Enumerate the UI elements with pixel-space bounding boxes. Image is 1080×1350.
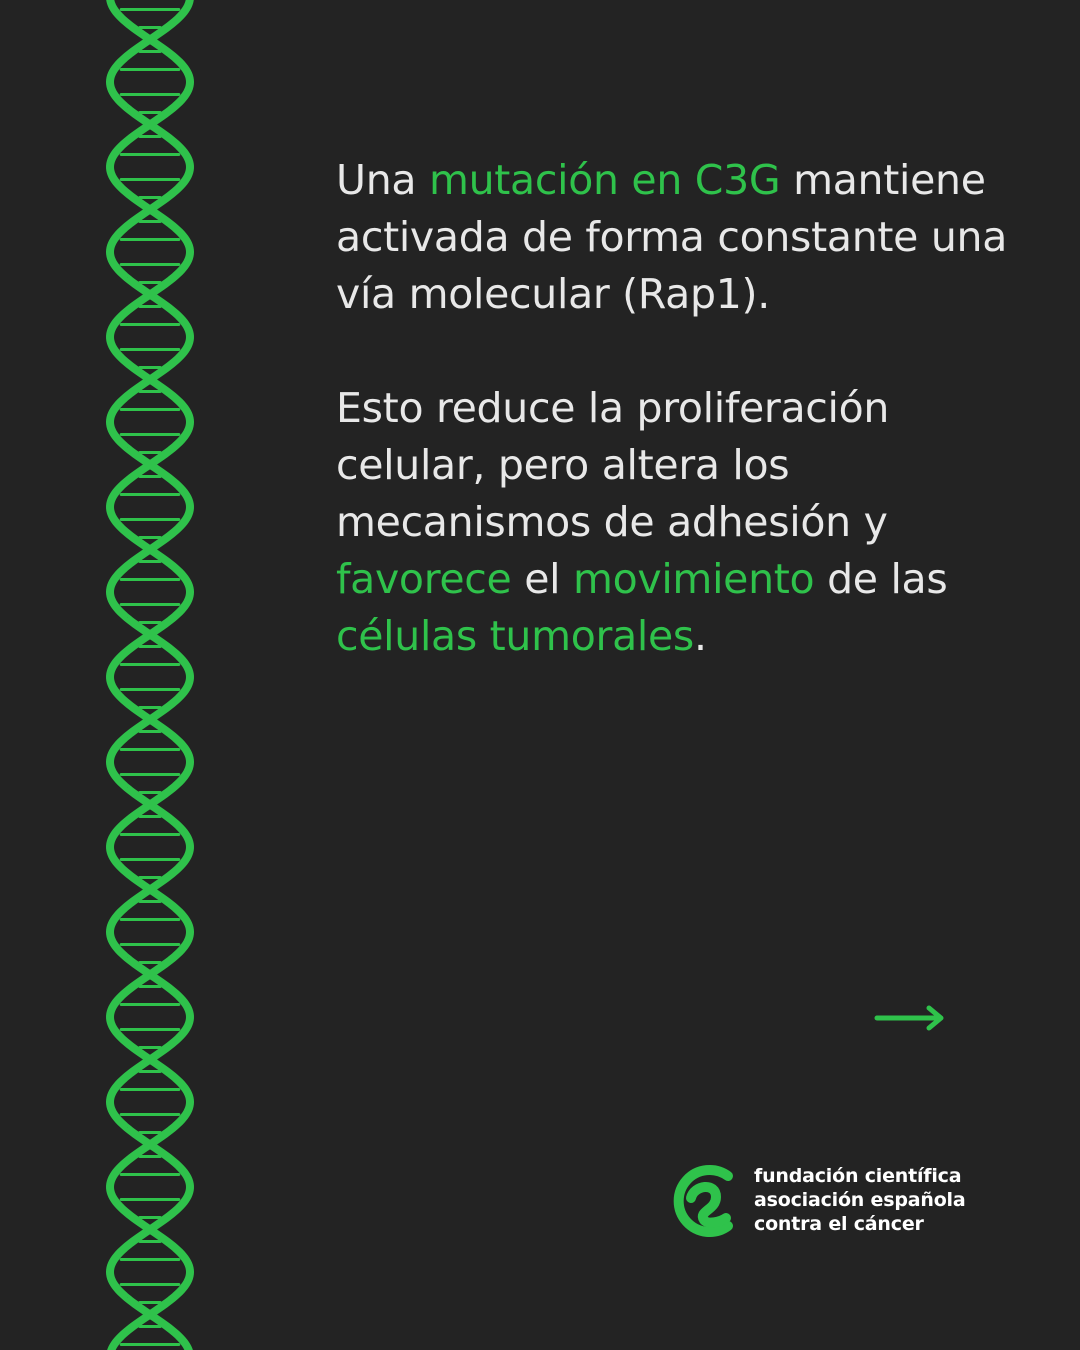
brand-logo [664, 1158, 1064, 1244]
brand-line-2: asociación española [754, 1189, 966, 1211]
highlight-movimiento: movimiento [572, 555, 815, 603]
brand-line-1: fundación científica [754, 1165, 962, 1187]
highlight-favorece: favorece [336, 555, 512, 603]
text-segment: . [694, 612, 707, 660]
highlight-celulas-tumorales: células tumorales [336, 612, 694, 660]
paragraph-mutation [336, 152, 1016, 323]
aecc-logo-icon [664, 1158, 744, 1244]
text-segment: mantiene activada de forma constante una vía molecular (Rap1). [336, 156, 1008, 318]
brand-line-3: contra el cáncer [754, 1213, 924, 1235]
highlight-mutation: mutación en C3G [428, 156, 781, 204]
main-text [336, 152, 1016, 665]
text-segment: Una [336, 156, 429, 204]
dna-helix-icon [100, 0, 200, 1350]
text-segment: de las [814, 555, 948, 603]
text-segment: Esto reduce la proliferación celular, pero altera los mecanismos de adhesión y [336, 384, 890, 546]
brand-name [754, 1164, 965, 1236]
text-segment: el [511, 555, 573, 603]
arrow-right-icon[interactable] [872, 1004, 948, 1032]
paragraph-effects [336, 380, 1016, 665]
